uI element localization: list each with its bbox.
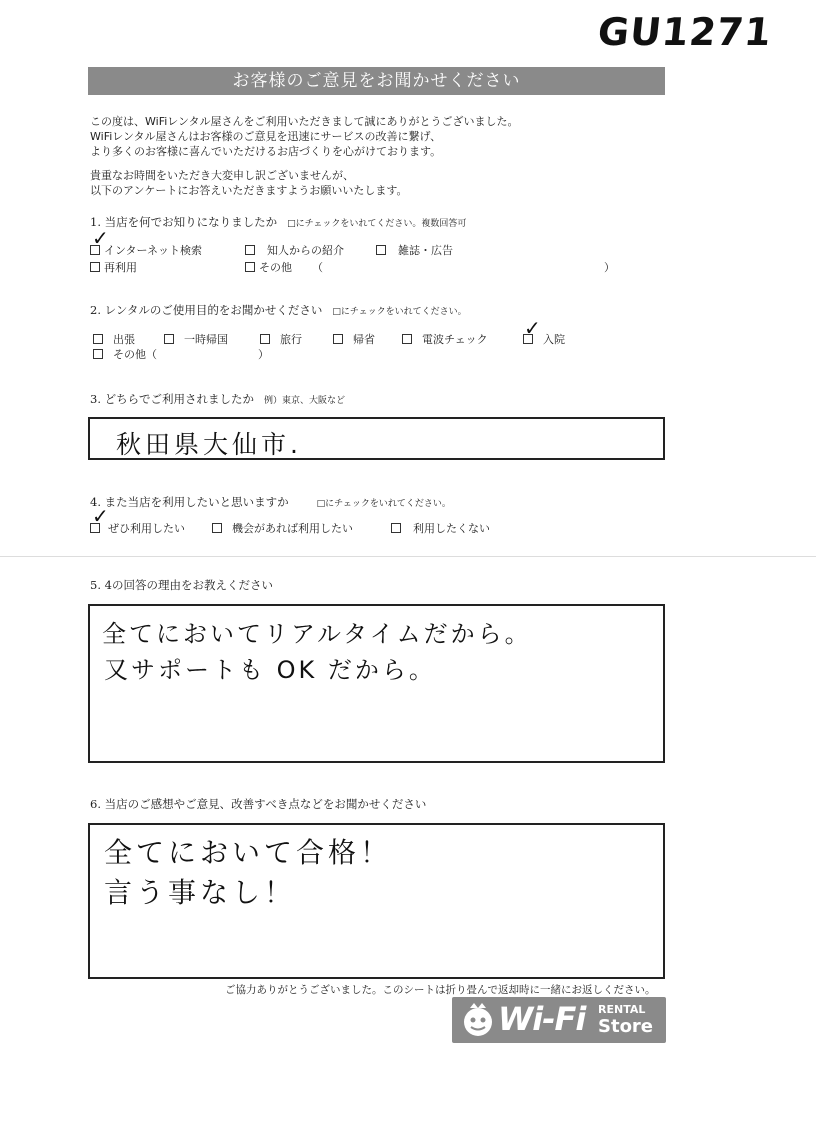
- checkbox-icon[interactable]: [245, 262, 255, 272]
- q1-title-text: 1. 当店を何でお知りになりましたか: [90, 215, 278, 229]
- q2-option-return-home[interactable]: [333, 331, 375, 347]
- option-label: その他: [259, 261, 292, 274]
- q6-answer-line-2: 言う事なし！: [104, 876, 297, 909]
- logo-wifi-text: Wi-Fi: [498, 1000, 586, 1038]
- q1-check-mark: ✓: [92, 226, 109, 250]
- page-divider: [0, 556, 816, 557]
- q2-other-paren-close: ）: [258, 348, 269, 361]
- option-label: 再利用: [104, 261, 137, 274]
- footer-note: ご協力ありがとうございました。このシートは折り畳んで返却時に一緒にお返しください。: [225, 984, 656, 996]
- intro-line-4: 貴重なお時間をいただき大変申し訳ございませんが、: [90, 169, 354, 182]
- intro-line-2: WiFiレンタル屋さんはお客様のご意見を迅速にサービスの改善に繋げ、: [90, 130, 442, 143]
- intro-line-5: 以下のアンケートにお答えいただきますようお願いいたします。: [90, 184, 408, 197]
- q4-note: □にチェックをいれてください。: [316, 499, 451, 509]
- checkbox-icon[interactable]: [245, 245, 255, 255]
- q2-title-text: 2. レンタルのご使用目的をお聞かせください: [90, 303, 323, 317]
- checkbox-icon[interactable]: [391, 523, 401, 533]
- checkbox-icon[interactable]: [402, 334, 412, 344]
- q5-answer-box[interactable]: [88, 604, 665, 763]
- q1-note: □にチェックをいれてください。複数回答可: [287, 219, 467, 229]
- option-label: 機会があれば利用したい: [232, 522, 353, 535]
- q1-option-magazine[interactable]: [376, 242, 453, 258]
- q2-title: [90, 302, 467, 318]
- q3-answer-box[interactable]: [88, 417, 665, 460]
- q4-option-no[interactable]: [391, 520, 490, 536]
- q6-answer-line-1: 全てにおいて合格！: [104, 836, 393, 869]
- q5-title: 5. 4の回答の理由をお教えください: [90, 578, 273, 592]
- checkbox-icon[interactable]: [333, 334, 343, 344]
- checkbox-icon[interactable]: [164, 334, 174, 344]
- q1-option-other[interactable]: [245, 259, 292, 275]
- q2-note: □にチェックをいれてください。: [332, 307, 467, 317]
- option-label: その他（: [113, 348, 157, 361]
- q4-check-mark: ✓: [92, 504, 109, 528]
- q4-title-text: 4. また当店を利用したいと思いますか: [90, 495, 289, 509]
- q3-title-text: 3. どちらでご利用されましたか: [90, 392, 255, 406]
- q4-title: [90, 494, 451, 510]
- checkbox-icon[interactable]: [93, 334, 103, 344]
- checkbox-icon[interactable]: [93, 349, 103, 359]
- q2-check-mark: ✓: [524, 316, 541, 340]
- q2-option-business[interactable]: [93, 331, 135, 347]
- q1-other-paren-open: （: [312, 261, 323, 274]
- option-label: 旅行: [280, 333, 302, 346]
- logo-rental-text: RENTAL: [598, 1003, 646, 1016]
- q2-option-other[interactable]: [93, 346, 157, 362]
- survey-title: お客様のご意見をお聞かせください: [88, 67, 665, 95]
- checkbox-icon[interactable]: [260, 334, 270, 344]
- option-label: ぜひ利用したい: [108, 522, 185, 535]
- q1-option-friend[interactable]: [245, 242, 344, 258]
- q4-option-maybe[interactable]: [212, 520, 353, 536]
- q3-note: 例）東京、大阪など: [264, 396, 346, 406]
- option-label: 電波チェック: [422, 333, 488, 346]
- option-label: 利用したくない: [413, 522, 490, 535]
- q2-option-travel[interactable]: [260, 331, 302, 347]
- logo-store-text: Store: [598, 1016, 654, 1037]
- q2-option-homecoming[interactable]: [164, 331, 228, 347]
- option-label: 知人からの紹介: [267, 244, 344, 257]
- q2-option-signal-check[interactable]: [402, 331, 488, 347]
- option-label: 一時帰国: [184, 333, 228, 346]
- intro-line-3: より多くのお客様に喜んでいただけるお店づくりを心がけております。: [90, 145, 442, 158]
- q5-answer-line-1: 全てにおいてリアルタイムだから。: [102, 620, 532, 648]
- q1-option-reuse[interactable]: [90, 259, 137, 275]
- checkbox-icon[interactable]: [90, 262, 100, 272]
- option-label: 出張: [113, 333, 135, 346]
- checkbox-icon[interactable]: [376, 245, 386, 255]
- q3-answer-text: 秋田県大仙市.: [116, 430, 302, 459]
- q1-other-paren-close: ）: [604, 261, 615, 274]
- option-label: インターネット検索: [104, 244, 203, 257]
- checkbox-icon[interactable]: [212, 523, 222, 533]
- q3-title: [90, 391, 345, 407]
- option-label: 雑誌・広告: [398, 244, 453, 257]
- option-label: 帰省: [353, 333, 375, 346]
- q6-answer-box[interactable]: [88, 823, 665, 979]
- serial-number: GU1271: [595, 10, 775, 54]
- intro-line-1: この度は、WiFiレンタル屋さんをご利用いただきまして誠にありがとうございました。: [90, 115, 519, 128]
- q1-title: [90, 214, 466, 230]
- mascot-icon: [458, 1000, 498, 1040]
- option-label: 入院: [543, 333, 565, 346]
- q5-answer-line-2: 又サポートも OK だから。: [104, 656, 436, 684]
- q6-title: 6. 当店のご感想やご意見、改善すべき点などをお聞かせください: [90, 797, 427, 811]
